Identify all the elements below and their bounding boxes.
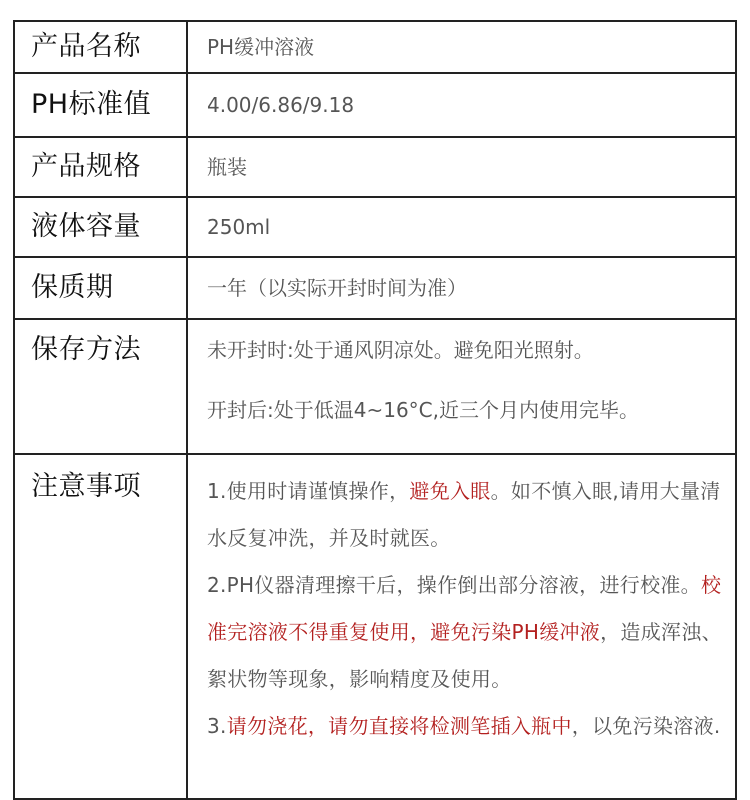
row-label: 产品规格 bbox=[14, 137, 187, 197]
notes-value bbox=[187, 454, 736, 799]
row-value: 一年（以实际开封时间为准） bbox=[187, 257, 736, 319]
product-spec-table bbox=[13, 20, 737, 800]
row-value: PH缓冲溶液 bbox=[187, 21, 736, 73]
row-label: 保质期 bbox=[14, 257, 187, 319]
storage-method-value bbox=[187, 319, 736, 454]
storage-line-opened: 开封后:处于低温4~16°C,近三个月内使用完毕。 bbox=[207, 398, 639, 422]
table-row bbox=[14, 73, 736, 137]
note-warning-text: 避免入眼 bbox=[409, 479, 491, 503]
storage-line-unopened: 未开封时:处于通风阴凉处。避免阳光照射。 bbox=[207, 338, 594, 362]
note-item-2 bbox=[207, 562, 727, 703]
note-warning-text: 校准完溶液不得重复使用，避免污染PH缓冲液 bbox=[207, 573, 722, 644]
row-value: 250ml bbox=[187, 197, 736, 257]
row-label: 保存方法 bbox=[14, 319, 187, 454]
note-warning-text: 请勿浇花，请勿直接将检测笔插入瓶中 bbox=[226, 714, 572, 738]
note-text: 。如不慎入眼,请用大量清水反复冲洗，并及时就医。 bbox=[207, 479, 721, 550]
note-text: 1.使用时请谨慎操作， bbox=[207, 479, 410, 503]
note-text: 2.PH仪器清理擦干后，操作倒出部分溶液，进行校准。 bbox=[207, 573, 701, 597]
note-text: ，以免污染溶液. bbox=[571, 714, 721, 738]
row-label: 液体容量 bbox=[14, 197, 187, 257]
row-value: 瓶装 bbox=[187, 137, 736, 197]
note-item-3 bbox=[207, 703, 727, 750]
table-row bbox=[14, 21, 736, 73]
note-text: ，造成浑浊、絮状物等现象，影响精度及使用。 bbox=[207, 620, 722, 691]
row-value: 4.00/6.86/9.18 bbox=[187, 73, 736, 137]
note-text: 3. bbox=[207, 714, 227, 738]
table-row bbox=[14, 137, 736, 197]
table-row bbox=[14, 257, 736, 319]
table-row bbox=[14, 197, 736, 257]
note-item-1 bbox=[207, 468, 727, 562]
row-label: PH标准值 bbox=[14, 73, 187, 137]
row-label: 注意事项 bbox=[14, 454, 187, 799]
table-row bbox=[14, 454, 736, 799]
table-row bbox=[14, 319, 736, 454]
row-label: 产品名称 bbox=[14, 21, 187, 73]
